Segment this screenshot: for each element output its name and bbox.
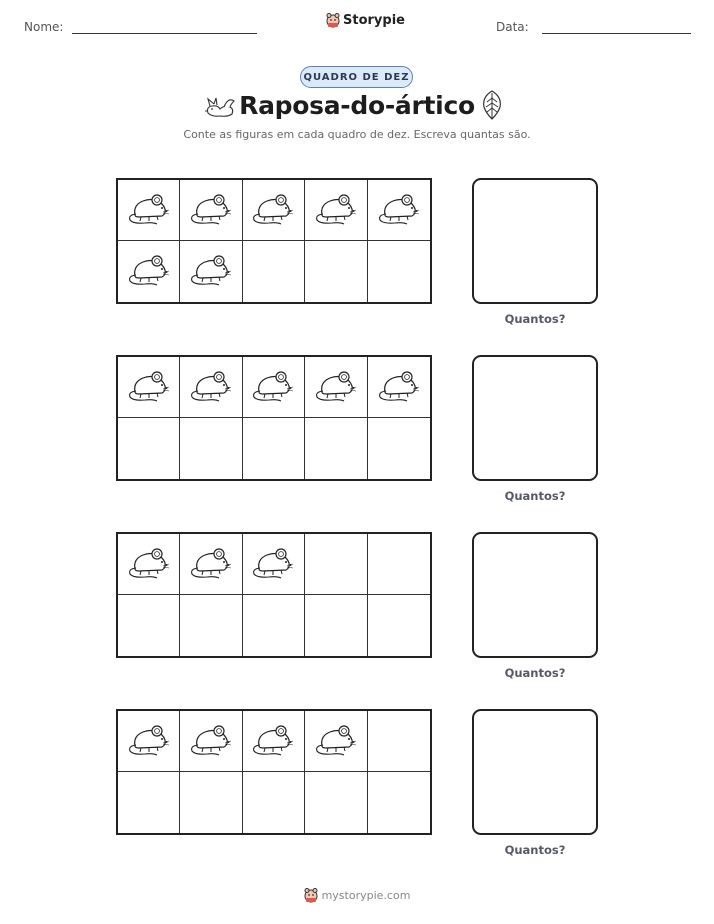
mouse-icon	[314, 189, 358, 232]
answer-label-4: Quantos?	[504, 843, 566, 857]
answer-box-2[interactable]	[472, 355, 598, 481]
ten-frame-cell	[243, 180, 305, 241]
ten-frame-cell	[305, 418, 367, 479]
ten-frame-cell	[305, 241, 367, 302]
footer	[0, 887, 714, 903]
answer-box-3[interactable]	[472, 532, 598, 658]
ten-frame-cell	[305, 357, 367, 418]
answer-label-3: Quantos?	[504, 666, 566, 680]
ten-frame-cell	[243, 711, 305, 772]
ten-frame-cell	[305, 772, 367, 833]
ten-frame-cell	[118, 180, 180, 241]
ten-frame-cell	[368, 241, 430, 302]
ten-frame-cell	[305, 595, 367, 656]
mouse-icon	[251, 543, 295, 586]
mouse-icon	[251, 366, 295, 409]
ten-frame-cell	[180, 711, 242, 772]
ten-frame-cell	[180, 418, 242, 479]
ten-frame-1	[116, 178, 432, 304]
ten-frame-cell	[118, 595, 180, 656]
ten-frame-cell	[368, 534, 430, 595]
storypie-logo-icon	[326, 12, 340, 28]
mouse-icon	[189, 189, 233, 232]
mouse-icon	[251, 720, 295, 763]
feather-icon	[479, 89, 505, 121]
ten-frame-cell	[180, 241, 242, 302]
ten-frame-cell	[368, 772, 430, 833]
mouse-icon	[377, 189, 421, 232]
ten-frame-cell	[243, 418, 305, 479]
ten-frame-cell	[243, 772, 305, 833]
instructions: Conte as figuras em cada quadro de dez. Escreva quantas são.	[183, 128, 531, 141]
ten-frame-cell	[118, 241, 180, 302]
ten-frame-cell	[118, 357, 180, 418]
ten-frame-cell	[118, 534, 180, 595]
ten-frame-cell	[368, 418, 430, 479]
ten-frame-cell	[243, 595, 305, 656]
date-line[interactable]	[542, 33, 691, 34]
mouse-icon	[314, 720, 358, 763]
ten-frame-cell	[243, 241, 305, 302]
ten-frame-cell	[305, 711, 367, 772]
mouse-icon	[127, 543, 171, 586]
worksheet-type-badge: QUADRO DE DEZ	[300, 66, 413, 88]
ten-frame-cell	[368, 595, 430, 656]
answer-box-4[interactable]	[472, 709, 598, 835]
storypie-logo-icon	[304, 887, 318, 903]
ten-frame-cell	[118, 418, 180, 479]
mouse-icon	[189, 543, 233, 586]
answer-label-1: Quantos?	[504, 312, 566, 326]
mouse-icon	[127, 189, 171, 232]
ten-frame-cell	[180, 772, 242, 833]
ten-frame-cell	[243, 357, 305, 418]
mouse-icon	[314, 366, 358, 409]
ten-frame-cell	[180, 595, 242, 656]
answer-box-1[interactable]	[472, 178, 598, 304]
ten-frame-cell	[180, 534, 242, 595]
ten-frame-cell	[118, 772, 180, 833]
ten-frame-cell	[305, 180, 367, 241]
ten-frame-4	[116, 709, 432, 835]
mouse-icon	[189, 250, 233, 293]
date-label: Data:	[496, 20, 529, 34]
mouse-icon	[189, 720, 233, 763]
ten-frame-cell	[118, 711, 180, 772]
ten-frame-cell	[180, 357, 242, 418]
ten-frame-cell	[305, 534, 367, 595]
mouse-icon	[189, 366, 233, 409]
mouse-icon	[127, 250, 171, 293]
name-label: Nome:	[24, 20, 64, 34]
ten-frame-2	[116, 355, 432, 481]
ten-frame-cell	[243, 534, 305, 595]
page-title: Raposa-do-ártico	[239, 91, 475, 120]
mouse-icon	[377, 366, 421, 409]
footer-url: mystorypie.com	[321, 888, 411, 902]
mouse-icon	[127, 366, 171, 409]
ten-frame-cell	[368, 357, 430, 418]
mouse-icon	[127, 720, 171, 763]
ten-frame-cell	[368, 711, 430, 772]
name-line[interactable]	[72, 33, 257, 34]
brand-logo	[326, 12, 405, 28]
answer-label-2: Quantos?	[504, 489, 566, 503]
ten-frame-cell	[180, 180, 242, 241]
mouse-icon	[251, 189, 295, 232]
ten-frame-3	[116, 532, 432, 658]
brand-name: Storypie	[343, 12, 405, 28]
ten-frame-cell	[368, 180, 430, 241]
